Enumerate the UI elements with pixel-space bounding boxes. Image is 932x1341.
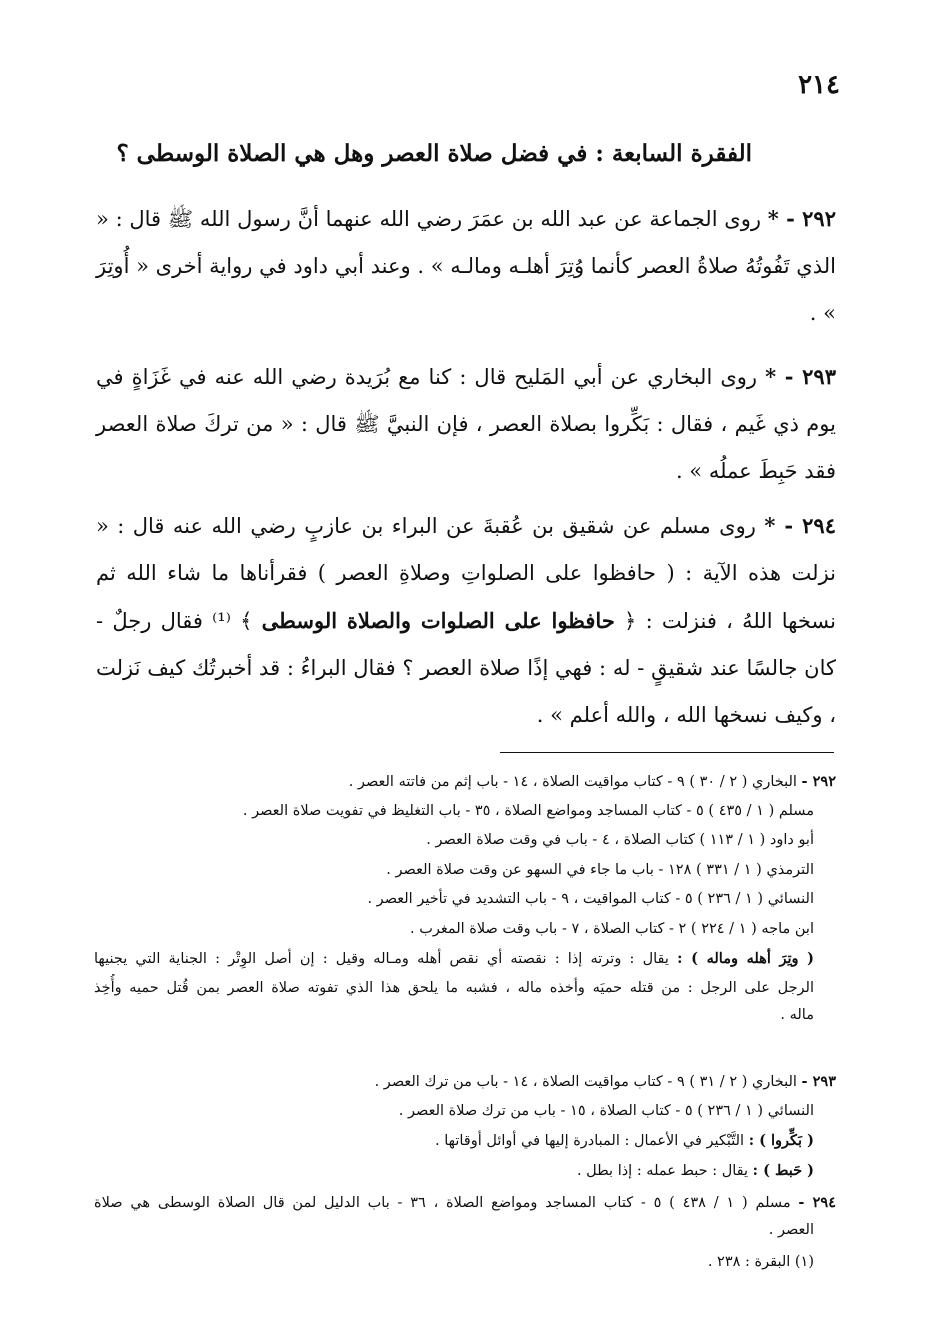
note-text: يقال : حبط عمله : إذا بطل . <box>576 1162 749 1179</box>
note-line <box>94 1126 836 1156</box>
note-text: الرجل على الرجل : من قتله حميَه وأخذه ماله ، فشبه ما يلحق هذا الذي تفوته صلاة العصر بمن قُتل حميه وأُخِذ <box>94 979 814 996</box>
section-heading: الفقرة السابعة : في فضل صلاة العصر وهل هي الصلاة الوسطى ؟ <box>116 140 752 167</box>
note-line <box>94 1218 836 1242</box>
note-text: يقال : وترته إذا : نقصته أي نقص أهله ومـاله وقيل : إن أصل الوِتْر : الجناية التي يجنيها <box>94 951 669 967</box>
hadith-293 <box>96 353 836 495</box>
note-number: ٢٩٣ - <box>801 1073 836 1090</box>
note-term: ( وتِرَ أهله وماله ) : <box>677 950 814 967</box>
note-text: التَّبْكير في الأعمال : المبادرة إليها في أوائل أوقاتها . <box>435 1133 745 1149</box>
note-text: (١) البقرة : ٢٣٨ . <box>707 1254 814 1270</box>
notes-294 <box>94 1188 836 1242</box>
note-number: ٢٩٢ - <box>801 773 836 790</box>
note-line <box>94 1156 836 1186</box>
note-line <box>94 1097 836 1127</box>
note-text: ماله . <box>780 1007 814 1023</box>
footnote-1 <box>94 1248 836 1278</box>
note-text: أبو داود ( ١ / ١١٣ ) كتاب الصلاة ، ٤ - باب في وقت صلاة العصر . <box>426 832 814 848</box>
hadith-292 <box>96 195 836 337</box>
hadith-number: ٢٩٣ - * <box>765 364 836 389</box>
note-line <box>94 1003 836 1027</box>
note-text: مسلم ( ١ / ٤٣٥ ) ٥ - كتاب المساجد ومواضع الصلاة ، ٣٥ - باب التغليظ في تفويت صلاة العصر . <box>242 802 814 819</box>
note-line <box>94 767 836 797</box>
hadith-text: روى مسلم عن شقيق بن عُقبةَ عن البراء بن عازبٍ رضي الله عنه قال : « نزلت هذه الآية : ( حافظوا على الصلواتِ وصلاةِ العصر ) فقرأناها ما شاء الله ثم نسخها اللهُ ، فنزلت : ﴿ <box>96 514 836 633</box>
note-text: الترمذي ( ١ / ٣٣١ ) ١٢٨ - باب ما جاء في السهو عن وقت صلاة العصر . <box>386 861 814 878</box>
hadith-text: روى الجماعة عن عبد الله بن عمَرَ رضي الله عنهما أنَّ رسول الله ﷺ قال : « الذي تَفُوتُهُ صلاةُ العصر كأنما وُتِرَ أهلـه ومالـه » . وعند أبي داود في رواية أخرى « أُوتِرَ » . <box>96 207 836 325</box>
note-line <box>94 1188 836 1218</box>
notes-292 <box>94 767 836 1027</box>
page-number: ٢١٤ <box>798 70 840 100</box>
note-line <box>94 797 836 827</box>
note-line <box>94 826 836 856</box>
note-text: البخاري ( ٢ / ٣٠ ) ٩ - كتاب مواقيت الصلاة ، ١٤ - باب إثم من فاتته العصر . <box>348 774 797 790</box>
hadith-text: ﴾ ⁽¹⁾ فقال رجلٌ - كان جالسًا عند شقيقٍ - له : فهي إذًا صلاة العصر ؟ فقال البراءُ : قد أخبرتُك كيف نَزلت ، وكيف نسخها الله ، والله أعلم » . <box>96 609 836 727</box>
note-text: العصر . <box>768 1221 814 1238</box>
hadith-number: ٢٩٤ - * <box>764 513 836 538</box>
footnote-divider <box>500 752 834 753</box>
note-line <box>94 1067 836 1097</box>
note-line <box>94 885 836 915</box>
note-text: البخاري ( ٢ / ٣١ ) ٩ - كتاب مواقيت الصلاة ، ١٤ - باب من ترك العصر . <box>374 1074 797 1090</box>
notes-293 <box>94 1067 836 1185</box>
note-line <box>94 915 836 945</box>
note-number: ٢٩٤ - <box>798 1194 836 1211</box>
note-line <box>94 944 836 974</box>
quran-verse: حافظوا على الصلوات والصلاة الوسطى <box>261 608 615 633</box>
note-term: ( بَكِّروا ) : <box>748 1132 814 1149</box>
hadith-294 <box>96 502 836 739</box>
note-line <box>94 1248 836 1278</box>
note-line <box>94 856 836 886</box>
note-text: مسلم ( ١ / ٤٣٨ ) ٥ - كتاب المساجد ومواضع الصلاة ، ٣٦ - باب الدليل لمن قال الصلاة الوسطى هي صلاة <box>94 1195 791 1211</box>
note-text: النسائي ( ١ / ٢٣٦ ) ٥ - كتاب الصلاة ، ١٥ - باب من ترك صلاة العصر . <box>398 1102 814 1119</box>
note-term: ( حَبط ) : <box>752 1161 814 1179</box>
hadith-number: ٢٩٢ - * <box>767 206 836 231</box>
note-text: النسائي ( ١ / ٢٣٦ ) ٥ - كتاب المواقيت ، ٩ - باب التشديد في تأخير العصر . <box>367 891 814 907</box>
note-text: ابن ماجه ( ١ / ٢٢٤ ) ٢ - كتاب الصلاة ، ٧ - باب وقت صلاة المغرب . <box>409 920 814 937</box>
note-line <box>94 974 836 1004</box>
hadith-text: روى البخاري عن أبي المَليح قال : كنا مع بُرَيدة رضي الله عنه في غَزَاةٍ في يوم ذي غَيم ، فقال : بَكِّروا بصلاة العصر ، فإن النبيَّ ﷺ قال : « من تركَ صلاة العصر فقد حَبِطَ عملُه » . <box>96 365 836 483</box>
